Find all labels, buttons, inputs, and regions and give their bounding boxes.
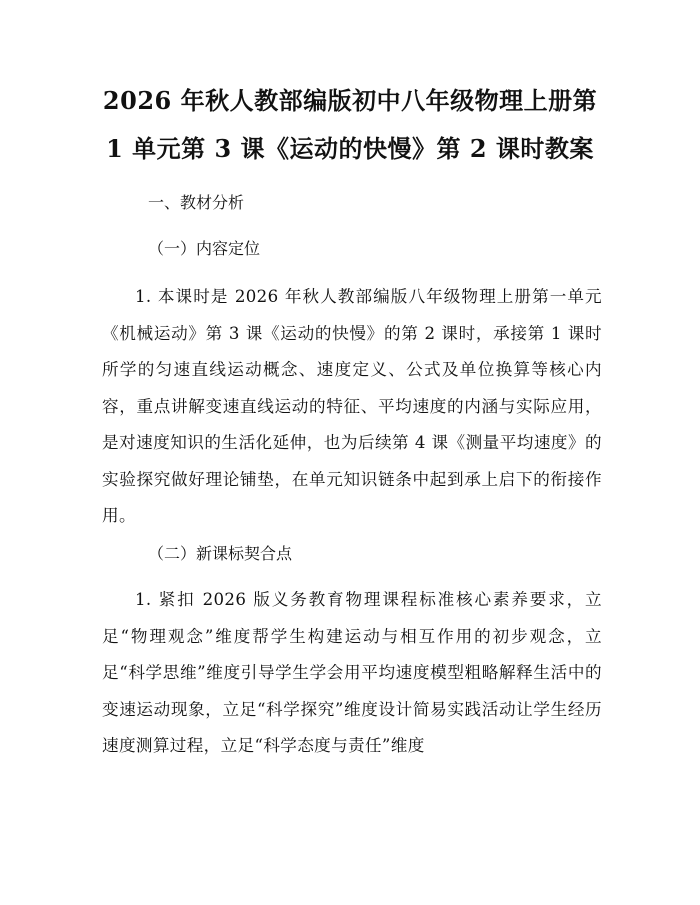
paragraph-content-positioning: 1. 本课时是 2026 年秋人教部编版八年级物理上册第一单元《机械运动》第 3 课《运动的快慢》的第 2 课时，承接第 1 课时所学的匀速直线运动概念、速度定义、公式及单位换算等核心内容，重点讲解变速直线运动的特征、平均速度的内涵与实际应用，是对速度知识的生活化延伸，也为后续第 4 课《测量平均速度》的实验探究做好理论铺垫，在单元知识链条中起到承上启下的衔接作用。 xyxy=(102,287,602,525)
document-title-line-2: 1 单元第 3 课《运动的快慢》第 2 课时教案 xyxy=(106,134,594,163)
document-title-line-1: 2026 年秋人教部编版初中八年级物理上册第 xyxy=(102,86,598,115)
subsection-heading-content-positioning: （一）内容定位 xyxy=(148,239,261,258)
paragraph-curriculum-standard-fit: 1. 紧扣 2026 版义务教育物理课程标准核心素养要求，立足“物理观念”维度帮学生构建运动与相互作用的初步观念，立足“科学思维”维度引导学生学会用平均速度模型粗略解释生活中的变速运动现象，立足“科学探究”维度设计简易实践活动让学生经历速度测算过程，立足“科学态度与责任”维度 xyxy=(102,590,602,755)
section-heading-teaching-material-analysis: 一、教材分析 xyxy=(148,193,245,212)
subsection-heading-curriculum-standard-fit: （二）新课标契合点 xyxy=(148,544,293,563)
